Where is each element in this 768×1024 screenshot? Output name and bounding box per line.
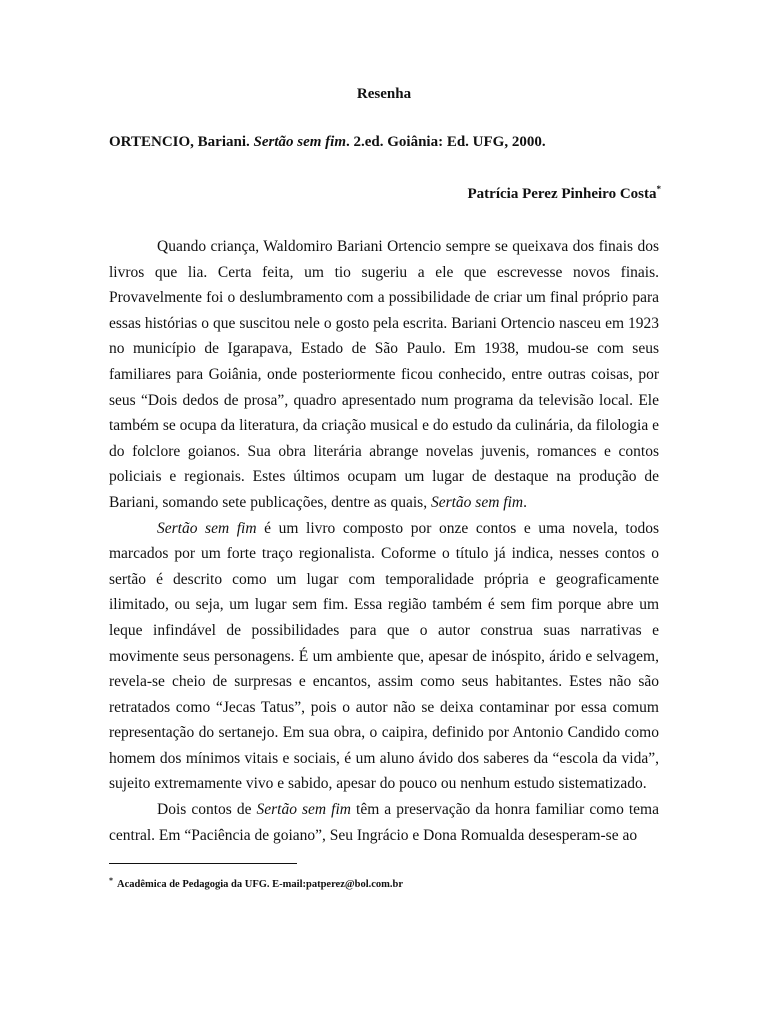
reviewer-byline bbox=[468, 184, 661, 203]
paragraph-1-book-title: Sertão sem fim bbox=[430, 493, 524, 511]
citation-end: . bbox=[541, 134, 546, 150]
reviewer-name: Patrícia Perez Pinheiro Costa bbox=[467, 186, 657, 202]
paragraph-3-text: têm a preservação da honra familiar como tema central. Em “Paciência de goiano”, Seu Ingrácio e Dona Romualda desesperam-se ao bbox=[109, 801, 659, 844]
paragraph-1-text: Quando criança, Waldomiro Bariani Ortencio sempre se queixava dos finais dos livros que lia. Certa feita, um tio sugeriu a ele que escrevesse novos finais. Provavelmente foi o deslumbramento com a possibilidade de criar um final próprio para essas histórias o que suscitou nele o gosto pela escrita. Bariani Ortencio nasceu em 1923 no município de Igarapava, Estado de São Paulo. Em 1938, mudou-se com seus familiares para Goiânia, onde posteriormente ficou conhecido, entre outras coisas, por seus “Dois dedos de prosa”, quadro apresentado num programa da televisão local. Ele também se ocupa da literatura, da criação musical e do estudo da culinária, da filologia e do folclore goianos. Sua obra literária abrange novelas juvenis, romances e contos policiais e regionais. Estes últimos ocupam um lugar de destaque na produção de Bariani, somando sete publicações, dentre as quais, bbox=[109, 238, 659, 511]
citation-book-title: Sertão sem fim bbox=[253, 134, 346, 150]
paragraph-1-end: . bbox=[523, 493, 527, 511]
page-title: Resenha bbox=[356, 86, 412, 102]
paragraph-2 bbox=[109, 516, 659, 798]
paragraph-3-book-title: Sertão sem fim bbox=[256, 801, 351, 819]
paragraph-2-text: é um livro composto por onze contos e uma novela, todos marcados por um forte traço regionalista. Coforme o título já indica, nesses contos o sertão é descrito como um lugar com temporalidade própria e geograficamente ilimitado, ou seja, um lugar sem fim. Essa região também é sem fim porque abre um leque infindável de possibilidades para que o autor construa suas narrativas e movimente seus personagens. É um ambiente que, apesar de inóspito, árido e selvagem, revela-se cheio de surpresas e encantos, assim como seus habitantes. Estes não são retratados como “Jecas Tatus”, pois o autor não se deixa contaminar por essa comum representação do sertanejo. Em sua obra, o caipira, definido por Antonio Candido como homem dos mínimos vitais e sociais, é um aluno ávido dos saberes da “escola da vida”, sujeito extremamente vivo e sabido, apesar do pouco ou nenhum estudo sistematizado. bbox=[109, 519, 659, 793]
footnote-text: Acadêmica de Pedagogia da UFG. E-mail:patperez@bol.com.br bbox=[117, 879, 404, 890]
citation-author: ORTENCIO, Bariani. bbox=[109, 134, 254, 150]
footnote-mark: * bbox=[109, 876, 113, 885]
citation-details: . 2.ed. Goiânia: Ed. UFG, 2000 bbox=[346, 134, 542, 150]
footnote bbox=[109, 876, 403, 890]
paragraph-1 bbox=[109, 234, 659, 516]
paragraph-3-start: Dois contos de bbox=[157, 801, 257, 819]
review-body bbox=[109, 234, 659, 848]
bibliographic-citation bbox=[109, 134, 661, 151]
paragraph-3 bbox=[109, 797, 659, 848]
footnote-divider bbox=[109, 863, 297, 864]
paragraph-2-book-title: Sertão sem fim bbox=[157, 519, 257, 537]
footnote-marker: * bbox=[656, 184, 661, 194]
